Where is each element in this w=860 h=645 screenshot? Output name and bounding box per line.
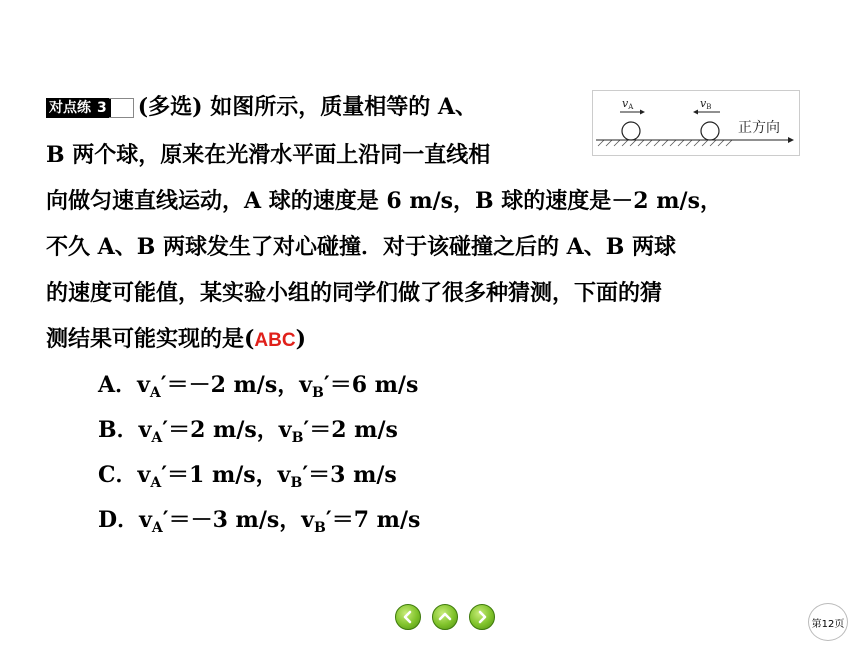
- subscript: A: [151, 520, 163, 536]
- problem-text-line-6: 测结果可能实现的是(: [46, 326, 255, 352]
- next-page-button[interactable]: [469, 604, 495, 630]
- prime-mark: ′: [162, 507, 169, 533]
- option-d: [98, 505, 420, 543]
- velocity-symbol: v: [138, 417, 152, 443]
- prime-mark: ′: [303, 417, 310, 443]
- problem-text-line-3: 向做匀速直线运动，A 球的速度是 6 m/s，B 球的速度是－2 m/s，: [46, 188, 722, 214]
- subscript: A: [150, 475, 162, 491]
- prime-mark: ′: [161, 462, 167, 488]
- subscript: A: [149, 385, 161, 401]
- problem-line-6: [46, 324, 306, 356]
- badge-tail: [109, 98, 134, 118]
- problem-text-line-2: B 两个球，原来在光滑水平面上沿同一直线相: [46, 142, 491, 168]
- option-value-b: ＝7 m/s: [331, 507, 421, 533]
- option-value-a: ＝－2 m/s，: [166, 372, 300, 398]
- option-c: [98, 460, 397, 498]
- option-letter: D．: [98, 507, 140, 533]
- option-a: [98, 370, 418, 408]
- subscript: A: [151, 430, 163, 446]
- closing-paren: ): [295, 326, 307, 352]
- chevron-right-icon: [475, 610, 489, 624]
- direction-label: 正方向: [738, 120, 780, 136]
- velocity-symbol: v: [277, 462, 291, 488]
- prev-page-button[interactable]: [395, 604, 421, 630]
- page-number-badge: [808, 603, 848, 641]
- va-main: v: [622, 97, 629, 110]
- problem-text-line-4: 不久 A、B 两球发生了对心碰撞．对于该碰撞之后的 A、B 两球: [46, 234, 676, 260]
- page-number: 第12页: [811, 618, 845, 630]
- velocity-symbol: v: [301, 507, 315, 533]
- option-value-b: ＝6 m/s: [329, 372, 419, 398]
- problem-line-1: [46, 92, 477, 122]
- velocity-symbol: v: [278, 417, 292, 443]
- option-value-b: ＝3 m/s: [308, 462, 397, 488]
- option-letter: C．: [98, 462, 138, 488]
- subscript: B: [291, 430, 304, 446]
- problem-text-line-1: (多选) 如图所示，质量相等的 A、: [137, 94, 477, 120]
- option-b: [98, 415, 398, 453]
- ball-b: [701, 122, 719, 140]
- velocity-symbol: v: [139, 507, 152, 533]
- badge-number: 3: [97, 100, 107, 116]
- up-button[interactable]: [432, 604, 458, 630]
- prime-mark: ′: [302, 462, 309, 488]
- option-value-a: ＝2 m/s，: [168, 417, 279, 443]
- vb-main: v: [700, 97, 707, 110]
- velocity-symbol: v: [299, 372, 313, 398]
- option-value-b: ＝2 m/s: [309, 417, 398, 443]
- prime-mark: ′: [160, 372, 167, 398]
- velocity-symbol: v: [137, 372, 150, 398]
- chevron-up-icon: [438, 610, 452, 624]
- prime-mark: ′: [323, 372, 330, 398]
- vb-sub: B: [706, 103, 712, 111]
- answer-text: ABC: [254, 330, 296, 351]
- option-letter: A．: [98, 372, 138, 398]
- option-letter: B．: [98, 417, 139, 443]
- prime-mark: ′: [162, 417, 169, 443]
- subscript: B: [312, 385, 324, 401]
- problem-text-line-5: 的速度可能值，某实验小组的同学们做了很多种猜测，下面的猜: [46, 280, 663, 306]
- velocity-symbol: v: [137, 462, 151, 488]
- option-value-a: ＝1 m/s，: [167, 462, 278, 488]
- prime-mark: ′: [325, 507, 332, 533]
- badge-text: 对点练: [49, 100, 91, 116]
- chevron-left-icon: [401, 610, 415, 624]
- collision-figure: [592, 90, 800, 156]
- subscript: B: [290, 475, 303, 491]
- subscript: B: [314, 520, 326, 536]
- exercise-badge: [46, 98, 111, 118]
- option-value-a: ＝－3 m/s，: [168, 507, 302, 533]
- va-sub: A: [628, 103, 634, 111]
- ball-a: [622, 122, 640, 140]
